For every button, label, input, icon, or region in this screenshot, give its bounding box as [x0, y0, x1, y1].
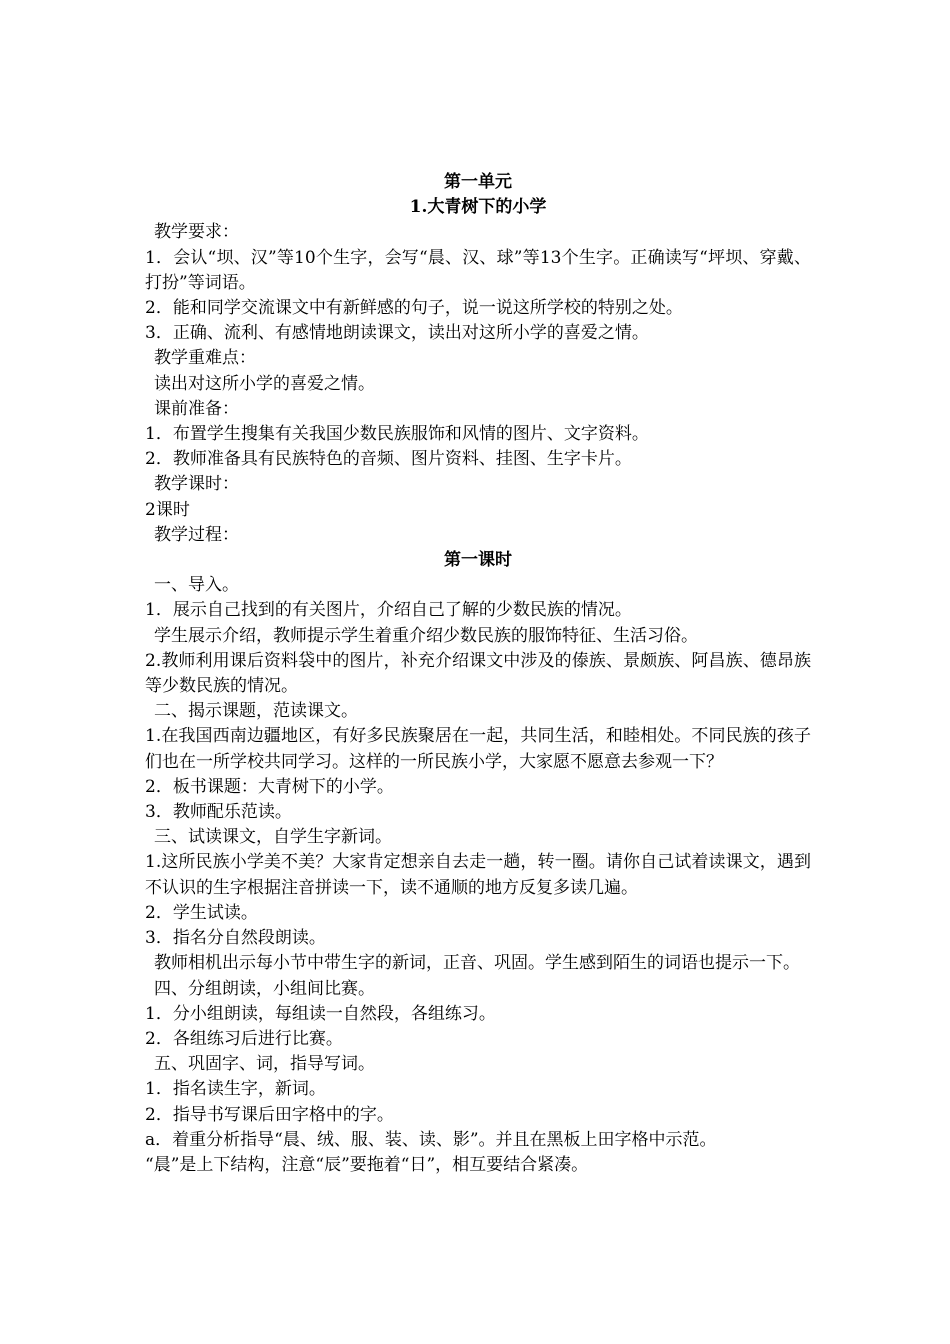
section-item: 2.教师利用课后资料袋中的图片，补充介绍课文中涉及的傣族、景颇族、阿昌族、德昂族等少数民族的情况。	[145, 650, 811, 697]
section-heading: 一、导入。	[154, 575, 239, 596]
section-item: 1．指名读生字，新词。	[145, 1079, 326, 1100]
section-item: 教师相机出示每小节中带生字的新词，正音、巩固。学生感到陌生的词语也提示一下。	[154, 953, 800, 974]
requirements-heading: 教学要求：	[154, 222, 239, 243]
lesson-title: 1.大青树下的小学	[409, 197, 547, 218]
section-heading: 四、分组朗读，小组间比赛。	[154, 978, 375, 999]
section-item: 1.在我国西南边疆地区，有好多民族聚居在一起，共同生活，和睦相处。不同民族的孩子们也在一所学校共同学习。这样的一所民族小学，大家愿不愿意去参观一下？	[145, 726, 811, 772]
section-item: 1．分小组朗读，每组读一自然段，各组练习。	[145, 1003, 496, 1024]
preparation-item: 1．布置学生搜集有关我国少数民族服饰和风情的图片、文字资料。	[145, 424, 649, 445]
section-item: 1.这所民族小学美不美？大家肯定想亲自去走一趟，转一圈。请你自己试着读课文，遇到不认识的生字根据注音拼读一下，读不通顺的地方反复多读几遍。	[145, 852, 811, 898]
section-item: a．着重分析指导“晨、绒、服、装、读、影”。并且在黑板上田字格中示范。	[145, 1129, 717, 1150]
section-item: 2．学生试读。	[145, 902, 258, 923]
hours-text: 2课时	[145, 499, 190, 520]
section-item: “晨”是上下结构，注意“辰”要拖着“日”，相互要结合紧凑。	[145, 1154, 589, 1175]
section-item: 3．教师配乐范读。	[145, 802, 292, 823]
hours-heading: 教学课时：	[154, 474, 239, 495]
section-item: 3．指名分自然段朗读。	[145, 928, 326, 949]
period-title: 第一课时	[444, 550, 512, 571]
requirement-item: 3．正确、流利、有感情地朗读课文，读出对这所小学的喜爱之情。	[145, 323, 649, 344]
key-points-text: 读出对这所小学的喜爱之情。	[154, 373, 375, 394]
key-points-heading: 教学重难点：	[154, 348, 256, 369]
preparation-heading: 课前准备：	[154, 398, 239, 419]
section-heading: 二、揭示课题，范读课文。	[154, 701, 358, 722]
requirement-item: 2．能和同学交流课文中有新鲜感的句子，说一说这所学校的特别之处。	[145, 298, 683, 319]
preparation-item: 2．教师准备具有民族特色的音频、图片资料、挂图、生字卡片。	[145, 449, 632, 470]
section-item: 2．板书课题：大青树下的小学。	[145, 776, 394, 797]
process-heading: 教学过程：	[154, 524, 239, 545]
document-page	[145, 170, 811, 1178]
unit-title: 第一单元	[444, 172, 512, 192]
section-heading: 五、巩固字、词，指导写词。	[154, 1054, 375, 1075]
section-item: 2．各组练习后进行比赛。	[145, 1028, 343, 1049]
requirement-item: 1．会认“坝、汉”等10个生字，会写“晨、汉、球”等13个生字。正确读写“坪坝、穿戴、打扮”等词语。	[145, 247, 811, 293]
section-item: 学生展示介绍，教师提示学生着重介绍少数民族的服饰特征、生活习俗。	[154, 625, 698, 646]
section-item: 2．指导书写课后田字格中的字。	[145, 1104, 394, 1125]
section-item: 1．展示自己找到的有关图片，介绍自己了解的少数民族的情况。	[145, 600, 632, 621]
section-heading: 三、试读课文，自学生字新词。	[154, 827, 392, 848]
